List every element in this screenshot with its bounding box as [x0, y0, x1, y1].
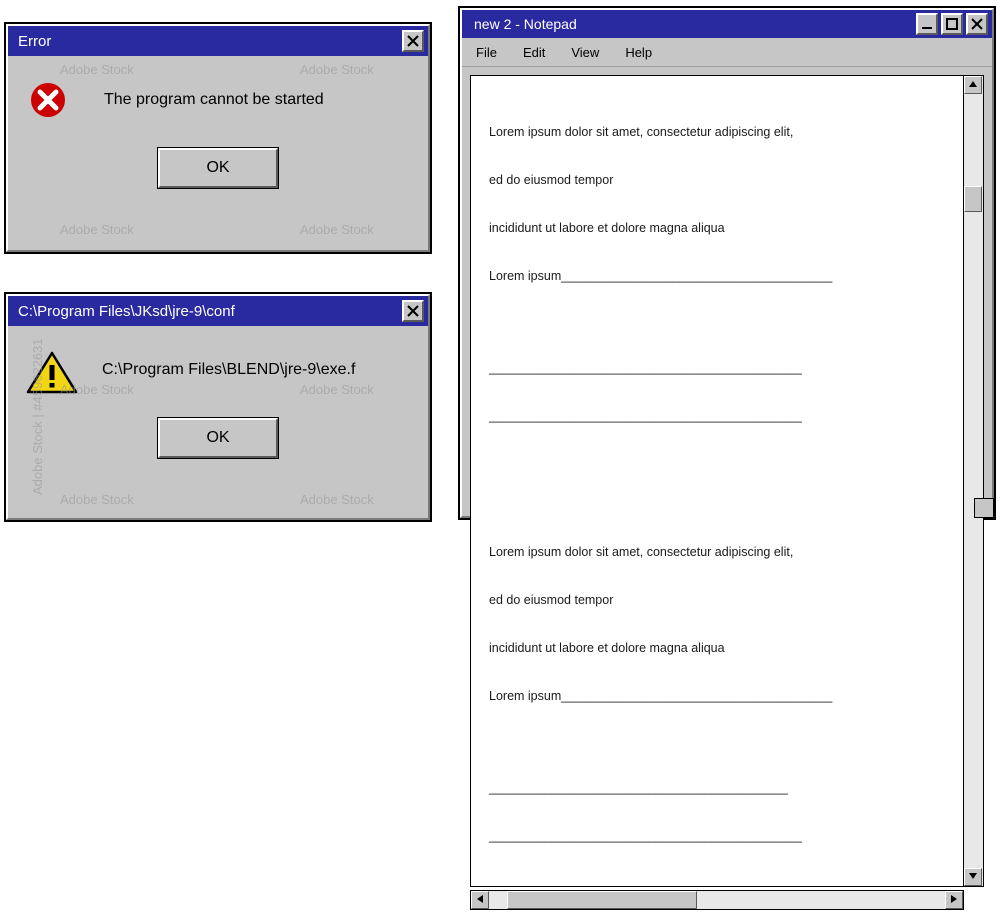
warning-dialog-frame: [6, 294, 430, 520]
horizontal-scrollbar[interactable]: [470, 890, 964, 910]
notepad-title: new 2 - Notepad: [474, 16, 577, 32]
doc-line: incididunt ut labore et dolore magna aliqua: [489, 641, 725, 655]
doc-line: _____________________________________________: [489, 361, 802, 375]
triangle-down-icon: [968, 868, 978, 886]
menu-item-edit[interactable]: Edit: [522, 44, 546, 60]
triangle-left-icon: [475, 891, 485, 909]
minimize-button[interactable]: [916, 13, 938, 35]
vertical-scroll-thumb[interactable]: [964, 186, 982, 212]
notepad-menubar: [462, 38, 992, 67]
close-icon: [404, 302, 422, 320]
warning-dialog-button-row: [8, 418, 428, 458]
minimize-icon: [918, 15, 936, 33]
error-dialog-message: The program cannot be started: [104, 91, 324, 108]
notepad-client-area: [462, 67, 992, 918]
doc-line: ed do eiusmod tempor: [489, 593, 614, 607]
warning-dialog-title: C:\Program Files\JKsd\jre-9\conf: [18, 302, 235, 320]
watermark-tile: Adobe Stock: [300, 492, 374, 507]
watermark-tile: Adobe Stock: [300, 382, 374, 397]
close-icon: [968, 15, 986, 33]
error-dialog-body: [8, 56, 428, 250]
ok-button[interactable]: OK: [158, 418, 278, 458]
warning-dialog-titlebar[interactable]: [8, 296, 428, 326]
maximize-icon: [943, 15, 961, 33]
doc-line: _____________________________________________: [489, 829, 802, 843]
watermark-tile: Adobe Stock: [60, 492, 134, 507]
triangle-right-icon: [949, 891, 959, 909]
notepad-text-area[interactable]: [470, 75, 964, 887]
notepad-frame: [460, 8, 994, 843]
doc-blank-line: [489, 736, 951, 748]
doc-line: _____________________________________________: [489, 409, 802, 423]
close-button[interactable]: [402, 300, 424, 322]
horizontal-scroll-track[interactable]: [489, 891, 945, 909]
notepad-title-buttons: [916, 13, 988, 35]
watermark-stock-id: Adobe Stock | #459622631: [30, 338, 45, 495]
doc-blank-line: [489, 500, 951, 512]
error-dialog-frame: [6, 24, 430, 252]
notepad-bottom-row: [470, 887, 984, 910]
warning-dialog-message-row: [8, 326, 428, 392]
doc-line: incididunt ut labore et dolore magna aliqua: [489, 221, 725, 235]
watermark-tile: Adobe Stock: [60, 62, 134, 77]
close-button[interactable]: [402, 30, 424, 52]
notepad-editor-row: [470, 75, 984, 887]
warning-dialog-title-buttons: [402, 300, 424, 322]
ok-button[interactable]: OK: [158, 148, 278, 188]
doc-blank-line: [489, 316, 951, 328]
doc-line: Lorem ipsum dolor sit amet, consectetur adipiscing elit,: [489, 545, 794, 559]
close-button[interactable]: [966, 13, 988, 35]
error-dialog-title: Error: [18, 32, 52, 50]
doc-line: Lorem ipsum_______________________________________: [489, 689, 833, 703]
vertical-scrollbar[interactable]: [964, 75, 984, 887]
error-circle-x-icon: [26, 78, 70, 122]
warning-dialog-body: [8, 326, 428, 518]
warning-dialog: [4, 292, 432, 522]
vertical-scroll-track[interactable]: [964, 94, 983, 868]
doc-line: ed do eiusmod tempor: [489, 173, 614, 187]
watermark-tile: Adobe Stock: [60, 222, 134, 237]
warning-dialog-message: C:\Program Files\BLEND\jre-9\exe.f: [102, 361, 356, 378]
doc-line: Lorem ipsum_______________________________________: [489, 269, 833, 283]
maximize-button[interactable]: [941, 13, 963, 35]
error-dialog-button-row: [8, 148, 428, 188]
scroll-right-button[interactable]: [945, 891, 963, 909]
doc-blank-line: [489, 456, 951, 468]
error-dialog-message-row: [8, 56, 428, 122]
close-icon: [404, 32, 422, 50]
horizontal-scroll-thumb[interactable]: [507, 891, 697, 909]
notepad-titlebar[interactable]: [462, 10, 992, 38]
error-dialog-title-buttons: [402, 30, 424, 52]
error-dialog: [4, 22, 432, 254]
notepad-window: [458, 6, 996, 843]
watermark-tile: Adobe Stock: [60, 382, 134, 397]
watermark-tile: Adobe Stock: [300, 62, 374, 77]
triangle-up-icon: [968, 76, 978, 94]
scroll-left-button[interactable]: [471, 891, 489, 909]
watermark-tile: Adobe Stock: [300, 222, 374, 237]
menu-item-file[interactable]: File: [476, 44, 497, 60]
scroll-down-button[interactable]: [964, 868, 982, 886]
scroll-up-button[interactable]: [964, 76, 982, 94]
warning-triangle-icon: [26, 348, 70, 392]
menu-item-view[interactable]: View: [571, 44, 600, 60]
doc-line: Lorem ipsum dolor sit amet, consectetur adipiscing elit,: [489, 125, 794, 139]
error-dialog-titlebar[interactable]: [8, 26, 428, 56]
doc-line: ___________________________________________: [489, 781, 788, 795]
menu-item-help[interactable]: Help: [625, 44, 653, 60]
scrollbar-corner: [974, 498, 994, 518]
